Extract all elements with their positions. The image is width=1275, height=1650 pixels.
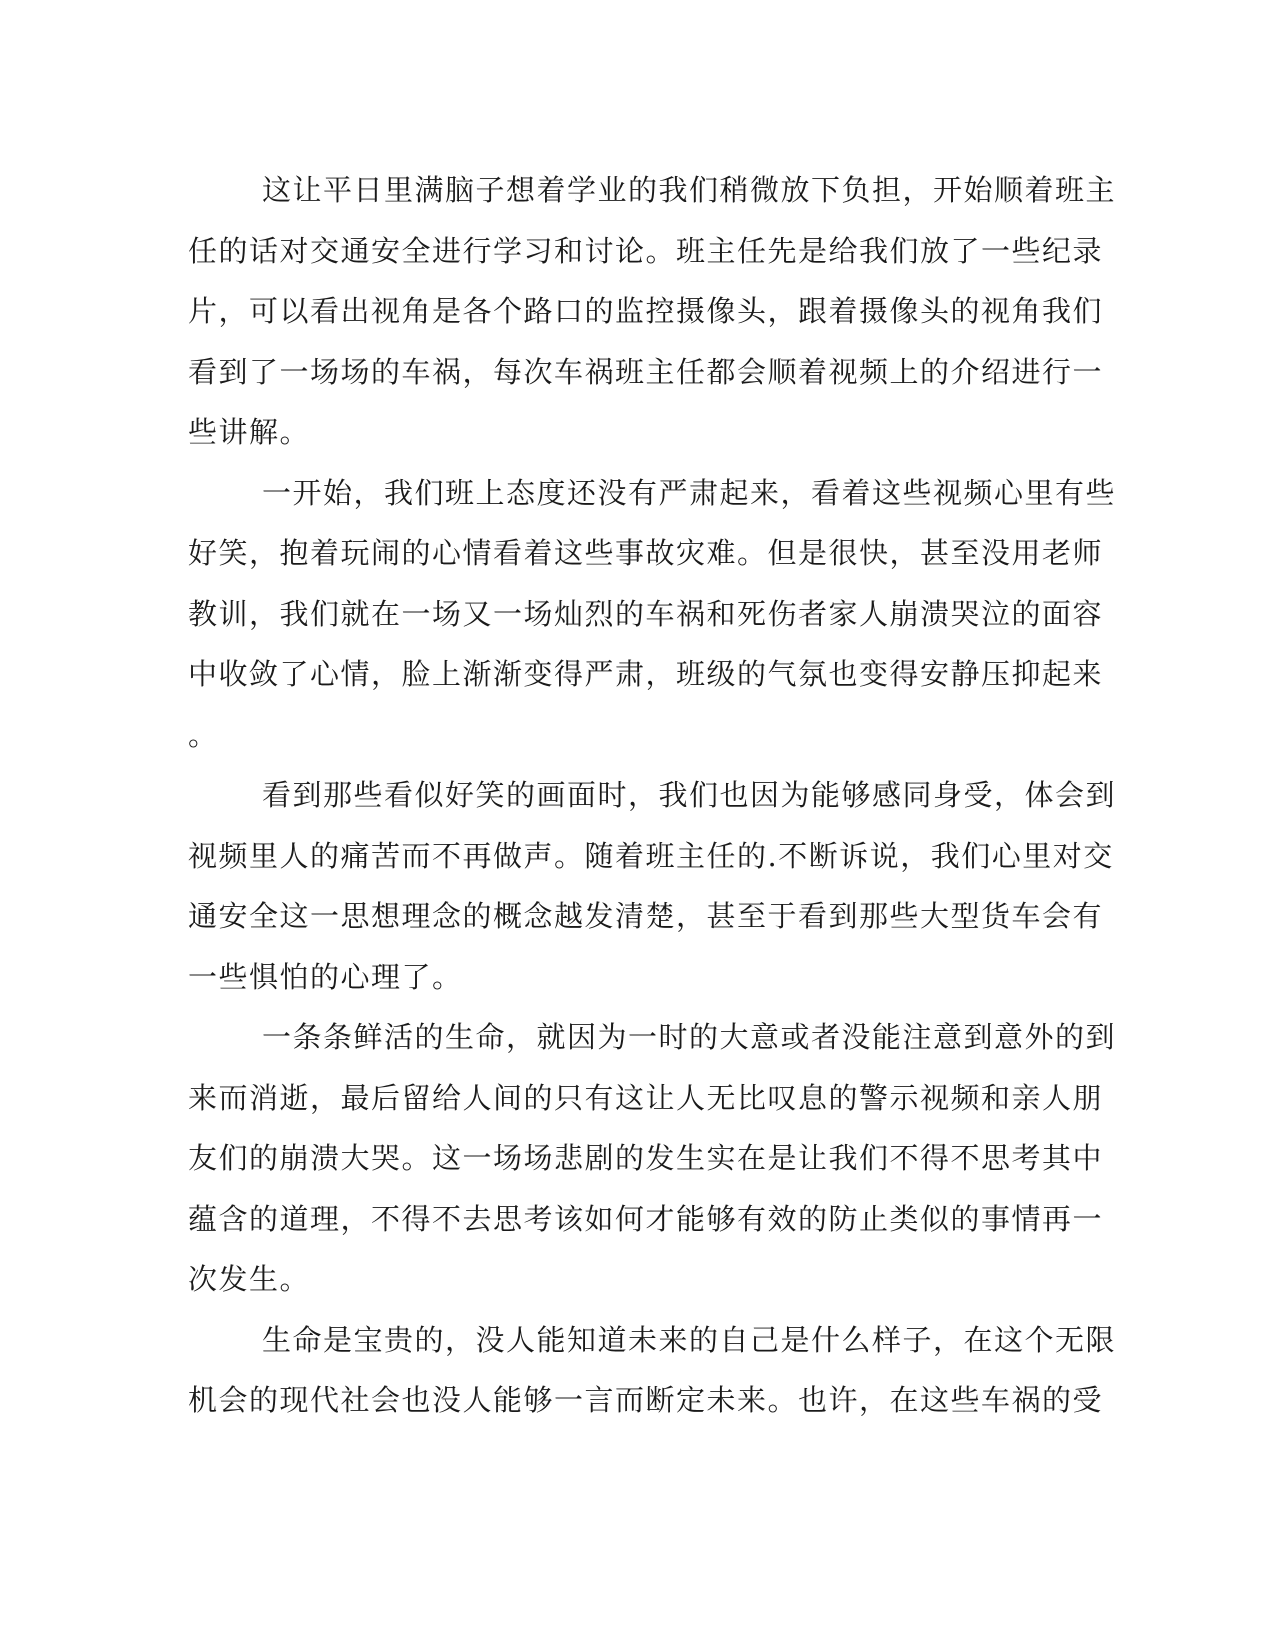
text-line: 一些惧怕的心理了。 xyxy=(188,959,463,994)
text-line: 中收敛了心情，脸上渐渐变得严肃，班级的气氛也变得安静压抑起来 xyxy=(188,657,1104,691)
paragraph-3 xyxy=(188,765,1117,1007)
text-line: 片，可以看出视角是各个路口的监控摄像头，跟着摄像头的视角我们 xyxy=(188,294,1104,328)
text-line: 蕴含的道理，不得不去思考该如何才能够有效的防止类似的事情再一 xyxy=(188,1201,1104,1236)
text-line: 生命是宝贵的，没人能知道未来的自己是什么样子，在这个无限 xyxy=(262,1322,1117,1357)
text-line: 视频里人的痛苦而不再做声。随着班主任的.不断诉说，我们心里对交 xyxy=(188,838,1114,873)
text-line: 看到那些看似好笑的画面时，我们也因为能够感同身受，体会到 xyxy=(262,778,1117,812)
text-line: 一条条鲜活的生命，就因为一时的大意或者没能注意到意外的到 xyxy=(262,1020,1117,1054)
text-line: 教训，我们就在一场又一场灿烈的车祸和死伤者家人崩溃哭泣的面容 xyxy=(188,596,1104,631)
paragraph-2 xyxy=(188,463,1117,766)
text-line: 这让平日里满脑子想着学业的我们稍微放下负担，开始顺着班主 xyxy=(262,173,1117,207)
body-text xyxy=(188,160,1117,1431)
text-line: 好笑，抱着玩闹的心情看着这些事故灾难。但是很快，甚至没用老师 xyxy=(188,536,1104,570)
paragraph-5 xyxy=(188,1310,1117,1431)
text-line: 一开始，我们班上态度还没有严肃起来，看着这些视频心里有些 xyxy=(262,475,1117,510)
text-line: 看到了一场场的车祸，每次车祸班主任都会顺着视频上的介绍进行一 xyxy=(188,354,1104,389)
text-line: 任的话对交通安全进行学习和讨论。班主任先是给我们放了一些纪录 xyxy=(188,233,1104,268)
text-line: 机会的现代社会也没人能够一言而断定未来。也许，在这些车祸的受 xyxy=(188,1383,1104,1417)
paragraph-4 xyxy=(188,1007,1117,1310)
text-line: 友们的崩溃大哭。这一场场悲剧的发生实在是让我们不得不思考其中 xyxy=(188,1141,1104,1175)
text-line: 来而消逝，最后留给人间的只有这让人无比叹息的警示视频和亲人朋 xyxy=(188,1080,1104,1115)
text-line: 。 xyxy=(188,717,219,752)
paragraph-1 xyxy=(188,160,1117,463)
text-line: 些讲解。 xyxy=(188,415,311,449)
text-line: 次发生。 xyxy=(188,1262,311,1296)
text-line: 通安全这一思想理念的概念越发清楚，甚至于看到那些大型货车会有 xyxy=(188,899,1104,933)
